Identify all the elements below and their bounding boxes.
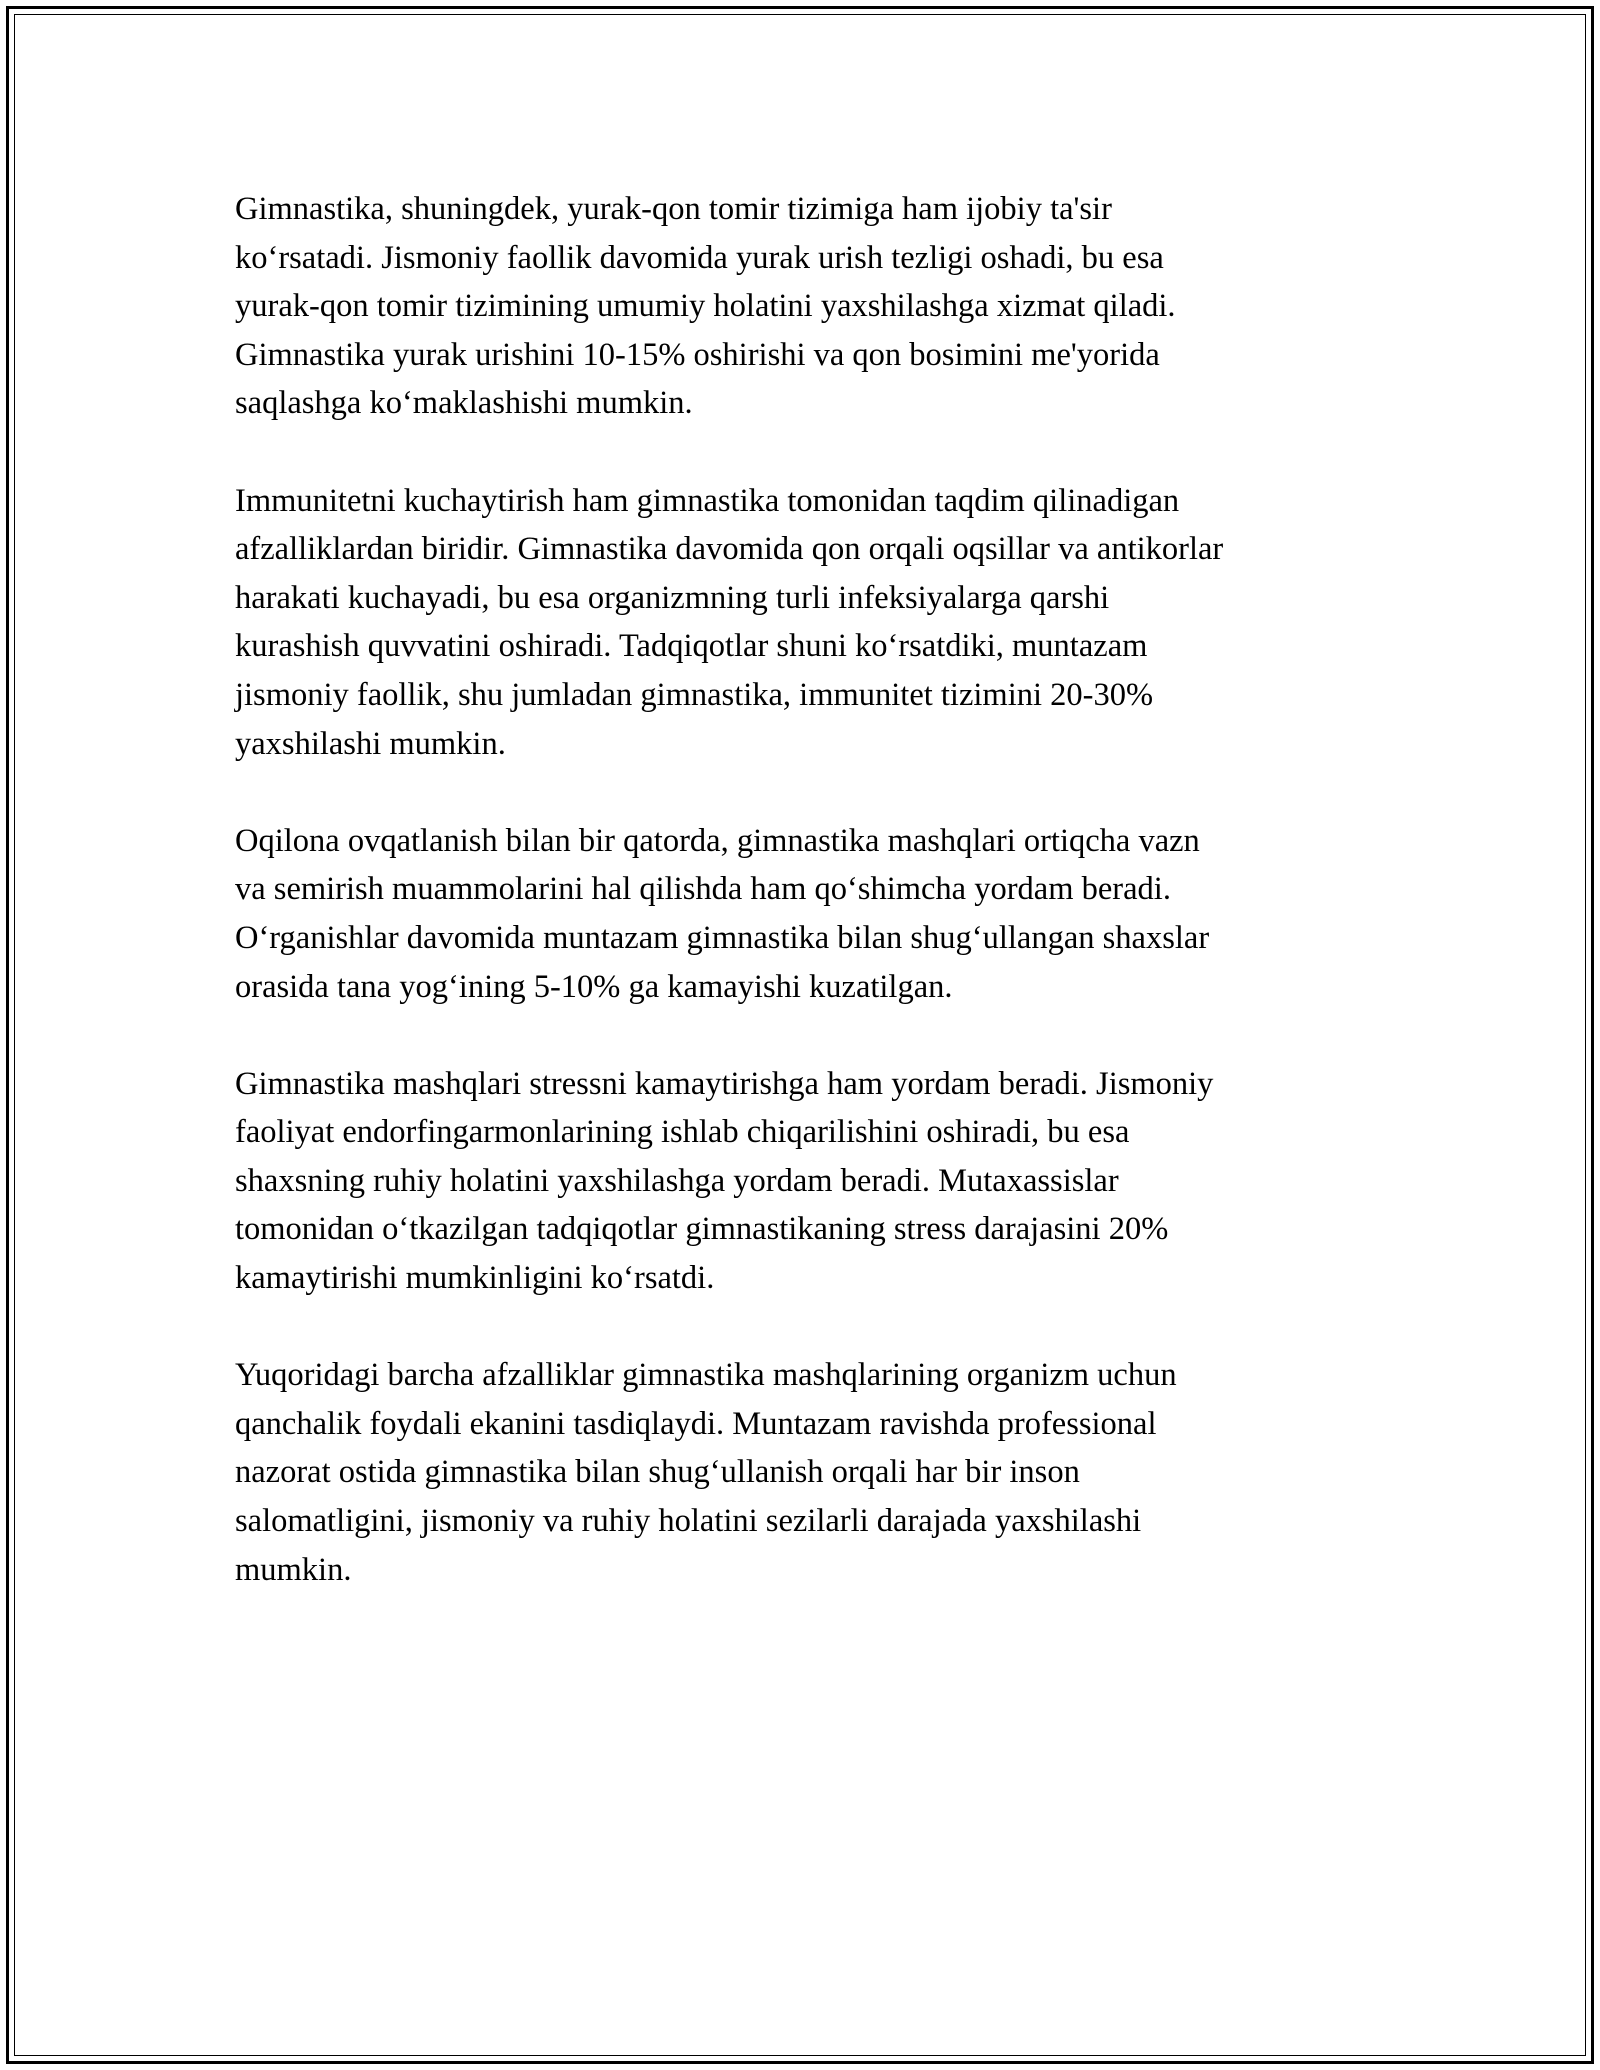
text-line: Gimnastika yurak urishini 10-15% oshirishi va qon bosimini me'yorida [235,336,1160,373]
text-line: nazorat ostida gimnastika bilan shug‘ullanish orqali har bir inson [235,1454,1080,1491]
text-line: kurashish quvvatini oshiradi. Tadqiqotlar shuni ko‘rsatdiki, muntazam [235,628,1148,665]
text-line: harakati kuchayadi, bu esa organizmning turli infeksiyalarga qarshi [235,579,1110,616]
text-line: shaxsning ruhiy holatini yaxshilashga yordam beradi. Mutaxassislar [235,1162,1119,1199]
text-line: afzalliklardan biridir. Gimnastika davomida qon orqali oqsillar va antikorlar [235,531,1224,568]
text-line: Immunitetni kuchaytirish ham gimnastika tomonidan taqdim qilinadigan [235,482,1180,519]
paragraph-stress [235,1060,1365,1303]
paragraph-heart-health [235,185,1365,428]
text-line: Oqilona ovqatlanish bilan bir qatorda, gimnastika mashqlari ortiqcha vazn [235,822,1200,859]
text-line: Gimnastika mashqlari stressni kamaytirishga ham yordam beradi. Jismoniy [235,1065,1214,1102]
text-line: saqlashga ko‘maklashishi mumkin. [235,385,693,422]
text-line: Yuqoridagi barcha afzalliklar gimnastika mashqlarining organizm uchun [235,1357,1177,1394]
text-line: jismoniy faollik, shu jumladan gimnastika, immunitet tizimini 20-30% [235,676,1154,713]
text-line: mumkin. [235,1551,352,1588]
text-line: Gimnastika, shuningdek, yurak-qon tomir tizimiga ham ijobiy ta'sir [235,191,1112,227]
text-line: faoliyat endorfingarmonlarining ishlab chiqarilishini oshiradi, bu esa [235,1114,1130,1151]
text-line: salomatligini, jismoniy va ruhiy holatini sezilarli darajada yaxshilashi [235,1503,1142,1540]
paragraph-conclusion [235,1351,1365,1594]
text-line: yaxshilashi mumkin. [235,725,506,762]
text-line: orasida tana yog‘ining 5-10% ga kamayishi kuzatilgan. [235,968,953,1005]
paragraph-immunity [235,477,1365,769]
paragraph-weight [235,817,1365,1011]
text-line: va semirish muammolarini hal qilishda ham qo‘shimcha yordam beradi. [235,871,1171,908]
document-body [235,185,1365,1643]
text-line: yurak-qon tomir tizimining umumiy holatini yaxshilashga xizmat qiladi. [235,288,1176,325]
text-line: kamaytirishi mumkinligini ko‘rsatdi. [235,1260,715,1297]
text-line: qanchalik foydali ekanini tasdiqlaydi. Muntazam ravishda professional [235,1405,1157,1442]
text-line: O‘rganishlar davomida muntazam gimnastika bilan shug‘ullangan shaxslar [235,919,1210,956]
text-line: tomonidan o‘tkazilgan tadqiqotlar gimnastikaning stress darajasini 20% [235,1211,1169,1248]
text-line: ko‘rsatadi. Jismoniy faollik davomida yurak urish tezligi oshadi, bu esa [235,239,1164,276]
